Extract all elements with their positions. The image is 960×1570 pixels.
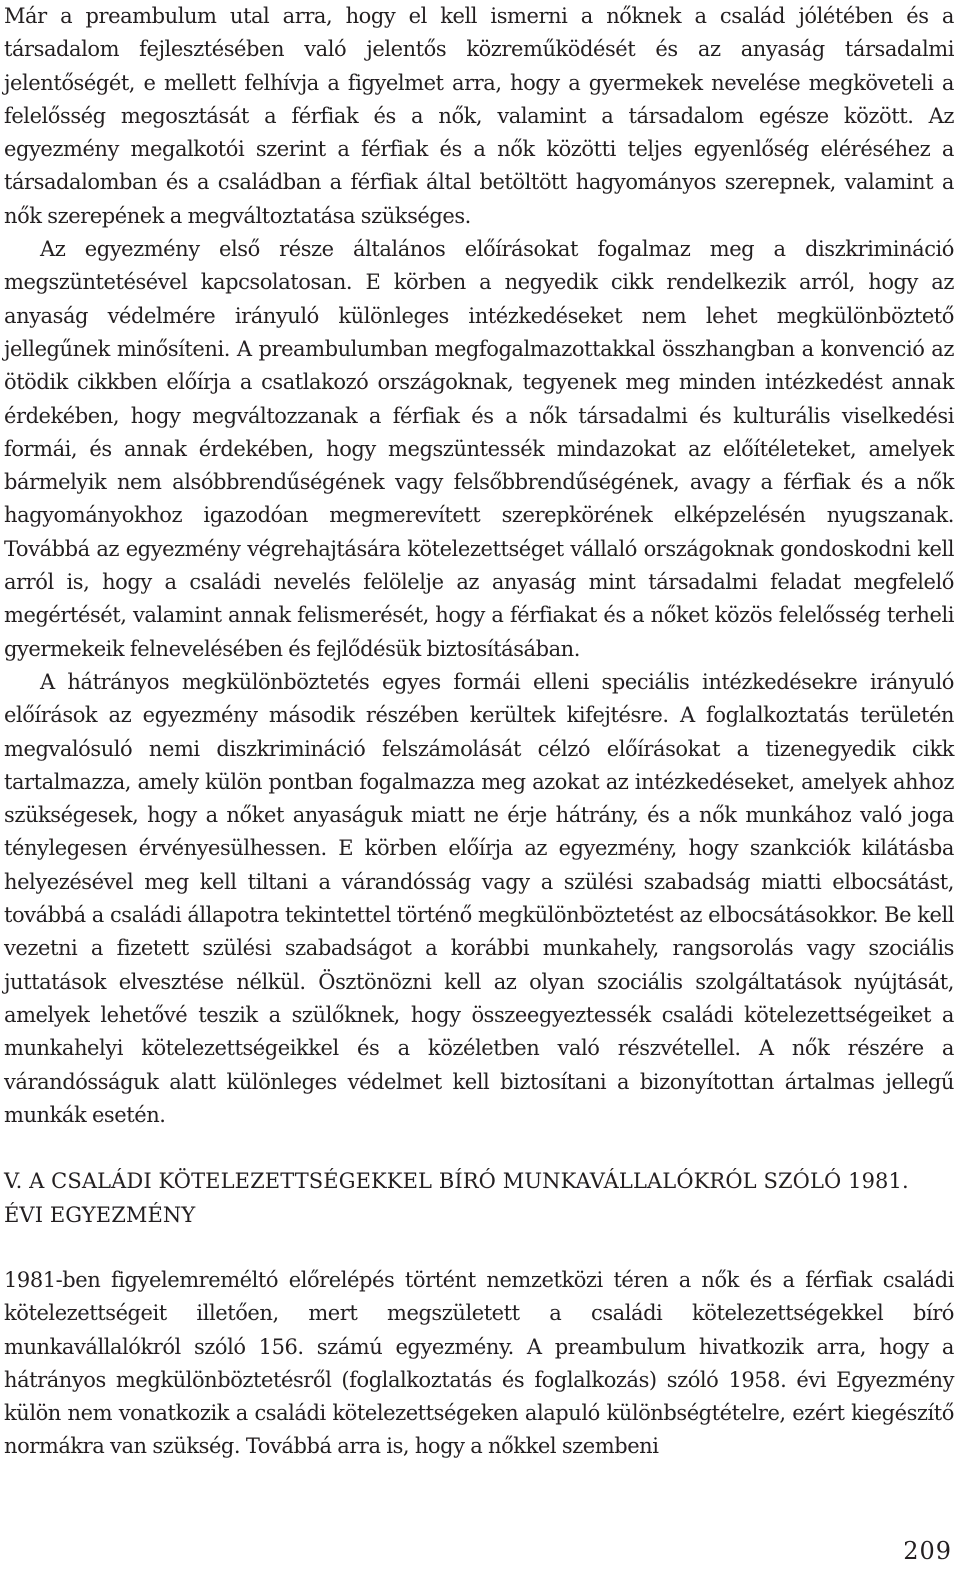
paragraph-second-part: A hátrányos megkülönböztetés egyes formái elleni speciális intézkedésekre irányuló előírások az egyezmény második részében kerültek kifejtésre. A foglalkoztatás területén megvalósuló nemi diszkrimináció felszámolását célzó előírásokat a tizenegyedik cikk tartalmazza, amely külön pontban fogalmazza meg azokat az intézkedéseket, amelyek ahhoz szükségesek, hogy a nőket anyaságuk miatt ne érje hátrány, és a nők munkához való joga ténylegesen érvényesülhessen. E körben előírja az egyezmény, hogy szankciók kilátásba helyezésével meg kell tiltani a várandósság vagy a szülési szabadság miatti elbocsátást, továbbá a családi állapotra tekintettel történő megkülönböztetést az elbocsátásokkor. Be kell vezetni a fizetett szülési szabadságot a korábbi munkahely, rangsorolás vagy szociális juttatások elvesztése nélkül. Ösztönözni kell az olyan szociális szolgáltatások nyújtását, amelyek lehetővé teszik a szülőknek, hogy összeegyeztessék családi kötelezettségeiket a munkahelyi kötelezettségeikkel és a közéletben való részvétellel. A nők részére a várandósságuk alatt különleges védelmet kell biztosítani a bizonyítottan ártalmas jellegű munkák esetén. xyxy=(4,669,954,1127)
paragraph-preambulum: Már a preambulum utal arra, hogy el kell ismerni a nőknek a család jólétében és a társadalom fejlesztésében való jelentős közreműködését és az anyaság társadalmi jelentőségét, e mellett felhívja a figyelmet arra, hogy a gyermekek nevelése megköveteli a felelősség megosztását a férfiak és a nők, valamint a társadalom egésze között. Az egyezmény megalkotói szerint a férfiak és a nők közötti teljes egyenlőség eléréséhez a társadalomban és a családban a férfiak által betöltött hagyományos szerepnek, valamint a nők szerepének a megváltoztatása szükséges. xyxy=(4,4,954,228)
paragraph-first-part: Az egyezmény első része általános előírásokat fogalmaz meg a diszkrimináció megszüntetésével kapcsolatosan. E körben a negyedik cikk rendelkezik arról, hogy az anyaság védelmére irányuló különleges intézkedéseket nem lehet megkülönböztető jellegűnek minősíteni. A preambulumban megfogalmazottakkal összhangban a konvenció az ötödik cikkben előírja a csatlakozó országoknak, tegyenek meg minden intézkedést annak érdekében, hogy megváltozzanak a férfiak és a nők társadalmi és kulturális viselkedési formái, és annak érdekében, hogy megszüntessék mindazokat az előítéleteket, amelyek bármelyik nem alsóbbrendűségének vagy felsőbbrendűségének, avagy a férfiak és a nők hagyományokhoz igazodóan megmerevített szerepkörének elképzelésén nyugszanak. Továbbá az egyezmény végrehajtására kötelezettséget vállaló országoknak gondoskodni kell arról is, hogy a családi nevelés felölelje az anyaság mint társadalmi feladat megfelelő megértését, valamint annak felismerését, hogy a férfiakat és a nőket közös felelősség terheli gyermekeik felnevelésében és fejlődésük biztosításában. xyxy=(4,237,954,661)
paragraph-1981: 1981-ben figyelemreméltó előrelépés történt nemzetközi téren a nők és a férfiak családi kötelezettségeit illetően, mert megszületett a családi kötelezettségekkel bíró munkavállalókról szóló 156. számú egyezmény. A preambulum hivatkozik arra, hogy a hátrányos megkülönböztetésről (foglalkoztatás és foglalkozás) szóló 1958. évi Egyezmény külön nem vonatkozik a családi kötelezettségeken alapuló különbségtételre, ezért kiegészítő normákra van szükség. Továbbá arra is, hogy a nőkkel szembeni xyxy=(4,1268,954,1459)
body-text xyxy=(4,0,954,1132)
section-body xyxy=(4,1264,954,1464)
page-number: 209 xyxy=(903,1537,952,1565)
section-heading: V. A CSALÁDI KÖTELEZETTSÉGEKKEL BÍRÓ MUNKAVÁLLALÓKRÓL SZÓLÓ 1981. ÉVI EGYEZMÉNY xyxy=(4,1169,909,1227)
